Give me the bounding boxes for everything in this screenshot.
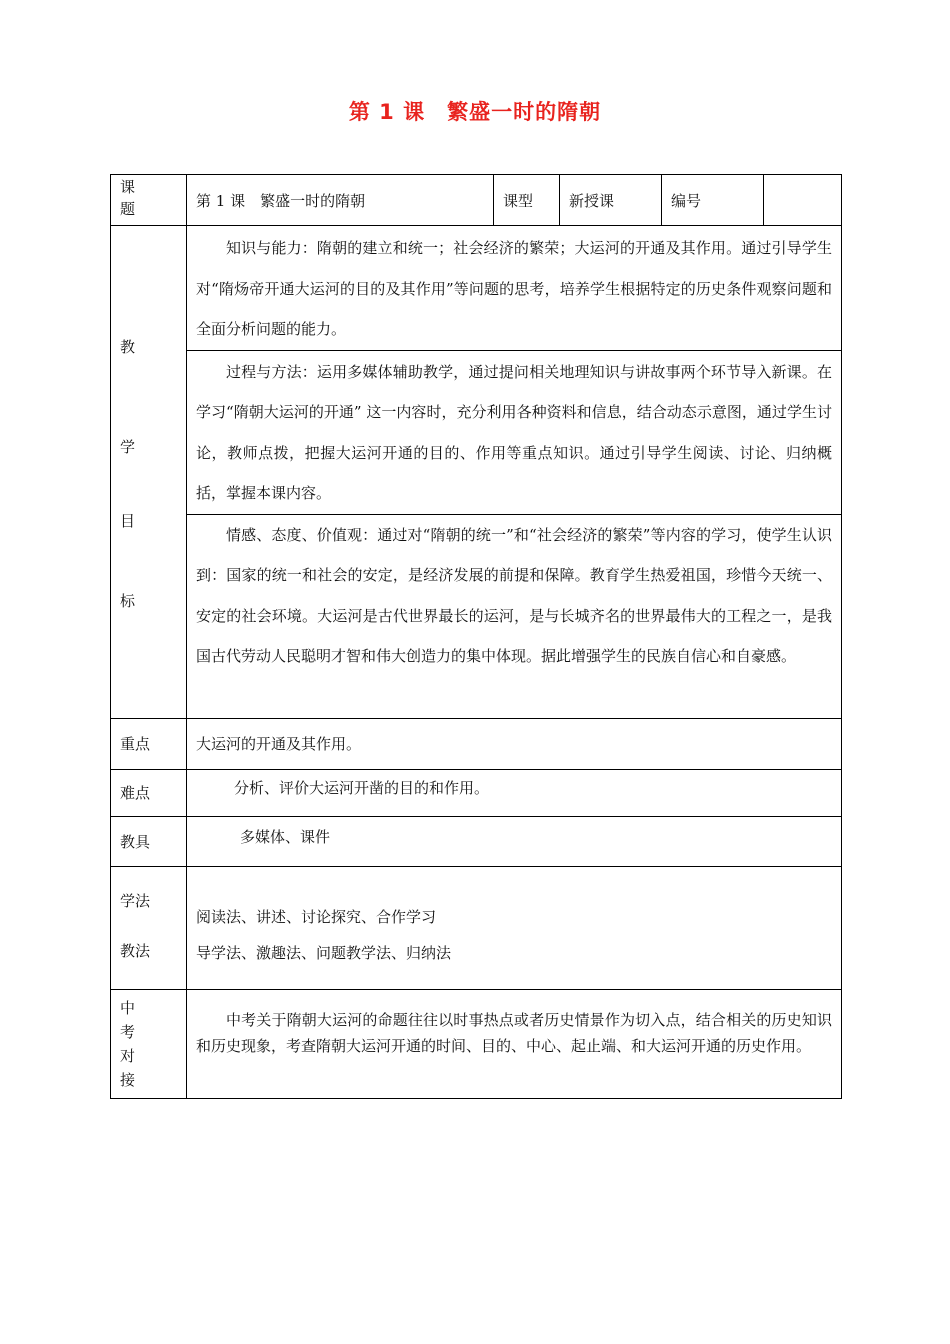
tools-label: 教具 [111, 816, 187, 866]
methods-value [187, 866, 842, 989]
key-point-label: 重点 [111, 718, 187, 769]
objectives-label-char-3: 目 [120, 512, 136, 530]
key-point-value: 大运河的开通及其作用。 [187, 718, 842, 769]
emotion-cell [187, 514, 842, 718]
type-label: 课型 [494, 175, 560, 226]
page-title: 第 1 课 繁盛一时的隋朝 [348, 100, 602, 124]
methods-label [111, 866, 187, 989]
methods-study-value: 阅读法、讲述、讨论探究、合作学习 [196, 907, 437, 926]
objectives-emotion-row [111, 514, 842, 718]
objectives-label-char-4: 标 [120, 592, 136, 610]
lesson-plan-table [110, 174, 842, 1099]
difficulty-label: 难点 [111, 769, 187, 816]
number-label: 编号 [662, 175, 764, 226]
process-cell [187, 350, 842, 514]
lesson-label-line2: 题 [120, 200, 136, 218]
lesson-label-line1: 课 [120, 178, 136, 196]
key-point-row [111, 718, 842, 769]
objectives-process-row [111, 350, 842, 514]
number-value [764, 175, 842, 226]
header-row [111, 175, 842, 226]
type-value: 新授课 [560, 175, 662, 226]
objectives-label-char-2: 学 [120, 438, 136, 456]
objectives-knowledge-row [111, 226, 842, 351]
tools-row [111, 816, 842, 866]
emotion-text: 情感、态度、价值观：通过对“隋朝的统一”和“社会经济的繁荣”等内容的学习，使学生认识到：国家的统一和社会的安定，是经济发展的前提和保障。教育学生热爱祖国，珍惜今天统一、安定的社会环境。大运河是古代世界最长的运河，是与长城齐名的世界最伟大的工程之一，是我国古代劳动人民聪明才智和伟大创造力的集中体现。据此增强学生的民族自信心和自豪感。 [196, 525, 832, 665]
difficulty-row [111, 769, 842, 816]
methods-row [111, 866, 842, 989]
objectives-label-char-1: 教 [120, 338, 136, 356]
lesson-label [111, 175, 187, 226]
exam-text: 中考关于隋朝大运河的命题往往以时事热点或者历史情景作为切入点，结合相关的历史知识和历史现象，考查隋朝大运河开通的时间、目的、中心、起止端、和大运河开通的历史作用。 [196, 1010, 832, 1055]
knowledge-cell [187, 226, 842, 351]
exam-label-char-1: 中 [120, 998, 136, 1017]
exam-label [111, 989, 187, 1098]
exam-label-char-2: 考 [120, 1022, 136, 1041]
exam-label-char-3: 对 [120, 1046, 136, 1065]
exam-cell [187, 989, 842, 1098]
exam-label-char-4: 接 [120, 1070, 136, 1089]
exam-row [111, 989, 842, 1098]
methods-teach-value: 导学法、激趣法、问题教学法、归纳法 [196, 943, 452, 962]
methods-study-label: 学法 [120, 891, 151, 910]
knowledge-text: 知识与能力：隋朝的建立和统一；社会经济的繁荣；大运河的开通及其作用。通过引导学生对“隋炀帝开通大运河的目的及其作用”等问题的思考，培养学生根据特定的历史条件观察问题和全面分析问题的能力。 [196, 239, 832, 338]
objectives-label [111, 226, 187, 719]
tools-value: 多媒体、课件 [187, 816, 842, 866]
process-text: 过程与方法：运用多媒体辅助教学，通过提问相关地理知识与讲故事两个环节导入新课。在学习“隋朝大运河的开通” 这一内容时，充分利用各种资料和信息，结合动态示意图，通过学生讨论，教师点拨，把握大运河开通的目的、作用等重点知识。通过引导学生阅读、讨论、归纳概括，掌握本课内容。 [196, 362, 832, 502]
methods-teach-label: 教法 [120, 941, 151, 960]
lesson-name: 第 1 课 繁盛一时的隋朝 [187, 175, 494, 226]
difficulty-value: 分析、评价大运河开凿的目的和作用。 [187, 769, 842, 816]
